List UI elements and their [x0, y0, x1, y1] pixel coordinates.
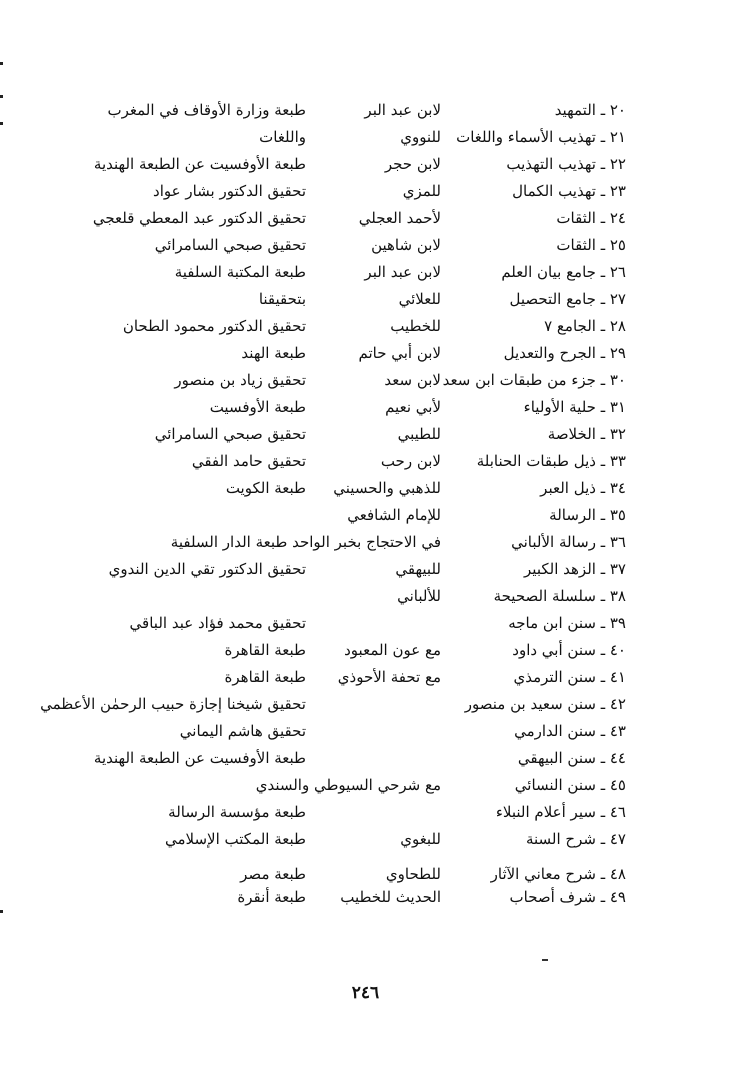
entry-title: ٢٨ ـ الجامع ٧ [544, 317, 626, 335]
page-number: ٢٤٦ [351, 983, 380, 1003]
bibliography-entry [0, 97, 731, 124]
entry-edition: طبعة أنقرة [237, 888, 306, 906]
entry-author: مع عون المعبود [344, 641, 441, 659]
entry-author: لابن حجر [384, 155, 441, 173]
entry-title: ٤٠ ـ سنن أبي داود [512, 641, 626, 659]
bibliography-entry [0, 799, 731, 826]
entry-title: ٢٤ ـ الثقات [556, 209, 626, 227]
entry-edition: تحقيق صبحي السامرائي [154, 425, 306, 443]
entry-author: لابن عبد البر [364, 101, 441, 119]
entry-author: للذهبي والحسيني [333, 479, 441, 497]
bibliography-entry [0, 394, 731, 421]
entry-edition: تحقيق صبحي السامرائي [154, 236, 306, 254]
entry-title: ٤٧ ـ شرح السنة [525, 830, 626, 848]
entry-title: ٢٧ ـ جامع التحصيل [509, 290, 626, 308]
entry-author: لابن رحب [380, 452, 441, 470]
entry-edition: طبعة الكويت [225, 479, 306, 497]
bibliography-entry [0, 205, 731, 232]
entry-edition: تحقيق هاشم اليماني [179, 722, 306, 740]
entry-author: لابن سعد [384, 371, 441, 389]
entry-title: ٤٤ ـ سنن البيهقي [517, 749, 626, 767]
entry-author: لابن عبد البر [364, 263, 441, 281]
bibliography-entry [0, 610, 731, 637]
bibliography-entry [0, 718, 731, 745]
entry-edition: تحقيق الدكتور محمود الطحان [122, 317, 306, 335]
bibliography-entry [0, 124, 731, 151]
entry-title: ٣٧ ـ الزهد الكبير [524, 560, 626, 578]
footnote-dash [542, 959, 548, 961]
entry-title: ٢٩ ـ الجرح والتعديل [503, 344, 626, 362]
entry-author: للإمام الشافعي [347, 506, 441, 524]
entry-edition: تحقيق حامد الفقي [191, 452, 306, 470]
entry-edition: طبعة الأوفسيت عن الطبعة الهندية [93, 749, 306, 767]
entry-edition: بتحقيقنا [258, 290, 306, 308]
entry-author: للطيبي [397, 425, 441, 443]
bibliography-entry [0, 286, 731, 313]
bibliography-entry [0, 421, 731, 448]
bibliography-entry [0, 151, 731, 178]
entry-author: في الاحتجاج بخبر الواحد طبعة الدار السلفية [170, 533, 441, 551]
entry-edition: طبعة القاهرة [224, 668, 306, 686]
bibliography-entry [0, 826, 731, 853]
bibliography-entry [0, 745, 731, 772]
entry-edition: تحقيق زياد بن منصور [174, 371, 306, 389]
entry-title: ٣٩ ـ سنن ابن ماجه [508, 614, 626, 632]
entry-title: ٣٥ ـ الرسالة [549, 506, 626, 524]
entry-author: للنووي [400, 128, 441, 146]
entry-edition: طبعة المكتبة السلفية [174, 263, 306, 281]
bibliography-entry [0, 637, 731, 664]
bibliography-entry [0, 884, 731, 911]
entry-title: ٢٣ ـ تهذيب الكمال [512, 182, 626, 200]
scan-edge-mark [0, 62, 3, 65]
bibliography-entry [0, 259, 731, 286]
entry-author: لأحمد العجلي [358, 209, 441, 227]
bibliography-entry [0, 448, 731, 475]
entry-title: ٣٤ ـ ذيل العبر [540, 479, 626, 497]
entry-title: ٣١ ـ حلية الأولياء [523, 398, 626, 416]
entry-title: ٣٠ ـ جزء من طبقات ابن سعد [442, 371, 626, 389]
bibliography-entry [0, 313, 731, 340]
entry-author: الحديث للخطيب [340, 888, 441, 906]
entry-edition: طبعة الأوفسيت [209, 398, 306, 416]
bibliography-entry [0, 178, 731, 205]
entry-title: ٢٢ ـ تهذيب التهذيب [506, 155, 626, 173]
entry-title: ٣٦ ـ رسالة الألباني [511, 533, 626, 551]
entry-title: ٤٢ ـ سنن سعيد بن منصور [464, 695, 626, 713]
entry-edition: تحقيق الدكتور تقي الدين الندوي [108, 560, 306, 578]
entry-edition: طبعة القاهرة [224, 641, 306, 659]
entry-edition: تحقيق شيخنا إجازة حبيب الرحمٰن الأعظمي [40, 695, 306, 713]
entry-title: ٢٥ ـ الثقات [556, 236, 626, 254]
bibliography-entry [0, 502, 731, 529]
entry-title: ٣٢ ـ الخلاصة [547, 425, 626, 443]
entry-edition: تحقيق الدكتور عبد المعطي قلعجي [92, 209, 306, 227]
bibliography-entry [0, 340, 731, 367]
entry-edition: تحقيق محمد فؤاد عبد الباقي [129, 614, 306, 632]
entry-title: ٢٦ ـ جامع بيان العلم [501, 263, 626, 281]
entry-edition: تحقيق الدكتور بشار عواد [153, 182, 306, 200]
entry-author: لأبي نعيم [385, 398, 441, 416]
bibliography-entry [0, 232, 731, 259]
bibliography-entry [0, 583, 731, 610]
entry-title: ٤٨ ـ شرح معاني الآثار [490, 865, 626, 883]
entry-title: ٤١ ـ سنن الترمذي [513, 668, 626, 686]
bibliography-entry [0, 664, 731, 691]
entry-title: ٢٠ ـ التمهيد [554, 101, 626, 119]
bibliography-entry [0, 529, 731, 556]
entry-author: مع تحفة الأحوذي [337, 668, 441, 686]
entry-author: لابن أبي حاتم [358, 344, 441, 362]
entry-title: ٤٣ ـ سنن الدارمي [514, 722, 626, 740]
entry-title: ٤٩ ـ شرف أصحاب [509, 888, 626, 906]
entry-edition: طبعة مصر [240, 865, 306, 883]
entry-edition: طبعة وزارة الأوقاف في المغرب [107, 101, 306, 119]
entry-author: للخطيب [390, 317, 441, 335]
entry-author: للعلائي [398, 290, 441, 308]
entry-author: للطحاوي [385, 865, 441, 883]
entry-author: لابن شاهين [371, 236, 441, 254]
entry-title: ٤٦ ـ سير أعلام النبلاء [495, 803, 626, 821]
entry-edition: طبعة مؤسسة الرسالة [168, 803, 306, 821]
bibliography-entry [0, 556, 731, 583]
entry-author: للبغوي [400, 830, 441, 848]
entry-title: ٣٨ ـ سلسلة الصحيحة [493, 587, 626, 605]
entry-edition: طبعة المكتب الإسلامي [164, 830, 306, 848]
bibliography-entry [0, 691, 731, 718]
bibliography-entry [0, 475, 731, 502]
entry-author: مع شرحي السيوطي والسندي [255, 776, 441, 794]
entry-edition: طبعة الهند [241, 344, 306, 362]
entry-title: ٢١ ـ تهذيب الأسماء واللغات [456, 128, 626, 146]
entry-title: ٣٣ ـ ذيل طبقات الحنابلة [476, 452, 626, 470]
entry-edition: واللغات [259, 128, 306, 146]
entry-author: للألباني [397, 587, 441, 605]
entry-author: للمزي [402, 182, 441, 200]
entry-edition: طبعة الأوفسيت عن الطبعة الهندية [93, 155, 306, 173]
bibliography-entry [0, 772, 731, 799]
entry-title: ٤٥ ـ سنن النسائي [514, 776, 626, 794]
entry-author: للبيهقي [395, 560, 441, 578]
bibliography-entry [0, 367, 731, 394]
